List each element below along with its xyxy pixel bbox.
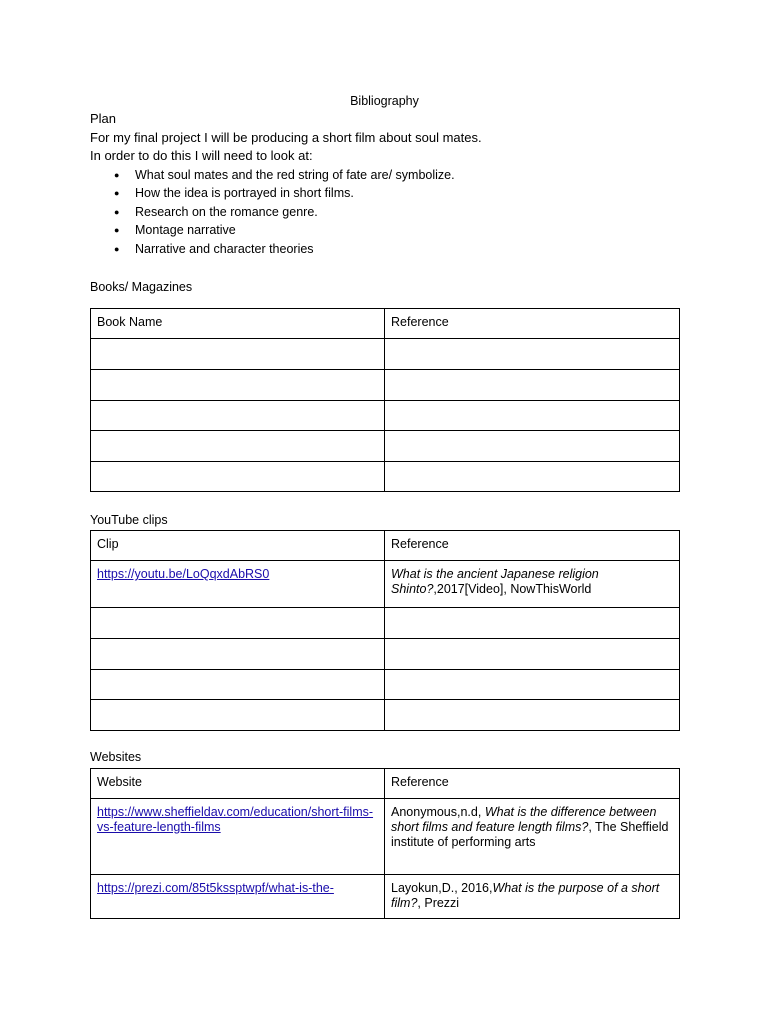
table-cell[interactable] <box>385 639 680 670</box>
intro-line-1: For my final project I will be producing a short film about soul mates. <box>90 129 482 145</box>
table-row <box>91 401 680 431</box>
column-header: Reference <box>385 309 680 339</box>
table-cell[interactable] <box>91 431 385 462</box>
table-cell <box>91 875 385 919</box>
reference-author: Layokun,D., 2016, <box>391 881 493 895</box>
youtube-section-label: YouTube clips <box>90 513 168 527</box>
table-cell[interactable] <box>385 462 680 492</box>
reference-details: ,2017[Video], NowThisWorld <box>433 582 592 596</box>
table-row <box>91 875 680 919</box>
plan-heading: Plan <box>90 111 117 126</box>
table-cell[interactable] <box>91 608 385 639</box>
table-cell[interactable] <box>91 370 385 401</box>
table-row <box>91 339 680 370</box>
column-header: Reference <box>385 769 680 799</box>
table-row <box>91 700 680 731</box>
reference-details: , Prezzi <box>417 896 460 910</box>
list-item: ● Narrative and character theories <box>90 240 679 259</box>
table-cell[interactable] <box>91 639 385 670</box>
table-header-row <box>91 309 680 339</box>
list-item: ● What soul mates and the red string of fate are/ symbolize. <box>90 166 679 185</box>
list-item: ● How the idea is portrayed in short films. <box>90 184 679 203</box>
table-row <box>91 462 680 492</box>
table-row <box>91 799 680 875</box>
table-cell[interactable] <box>91 462 385 492</box>
column-header: Website <box>91 769 385 799</box>
table-row <box>91 639 680 670</box>
books-table <box>90 308 680 492</box>
intro-line-2: In order to do this I will need to look at: <box>90 148 313 163</box>
reference-author: Anonymous,n.d, <box>391 805 485 819</box>
table-cell <box>385 561 680 608</box>
table-cell[interactable] <box>385 431 680 462</box>
table-row <box>91 561 680 608</box>
table-row <box>91 431 680 462</box>
table-cell <box>385 799 680 875</box>
table-cell[interactable] <box>91 401 385 431</box>
column-header: Reference <box>385 531 680 561</box>
reference-details: , The Sheffield institute of performing arts <box>391 820 669 849</box>
websites-table <box>90 768 680 919</box>
books-section-label: Books/ Magazines <box>90 280 193 294</box>
table-row <box>91 670 680 700</box>
table-cell[interactable] <box>91 670 385 700</box>
website-link[interactable]: https://prezi.com/85t5kssptwpf/what-is-the- <box>97 881 334 895</box>
column-header: Clip <box>91 531 385 561</box>
table-header-row <box>91 531 680 561</box>
table-cell <box>91 799 385 875</box>
youtube-table <box>90 530 680 731</box>
table-cell[interactable] <box>91 339 385 370</box>
table-header-row <box>91 769 680 799</box>
table-cell[interactable] <box>91 700 385 731</box>
list-item: ● Montage narrative <box>90 221 679 240</box>
table-cell[interactable] <box>385 608 680 639</box>
table-cell[interactable] <box>385 700 680 731</box>
table-cell[interactable] <box>385 670 680 700</box>
website-link[interactable]: https://www.sheffieldav.com/education/short-films-vs-feature-length-films <box>97 805 374 834</box>
reference-title: What is the ancient Japanese religion Shinto? <box>391 567 599 596</box>
table-row <box>91 370 680 401</box>
list-item: ● Research on the romance genre. <box>90 203 679 222</box>
document-title: Bibliography <box>350 94 419 108</box>
table-cell <box>385 875 680 919</box>
column-header: Book Name <box>91 309 385 339</box>
websites-section-label: Websites <box>90 750 142 764</box>
reference-title: What is the difference between short films and feature length films? <box>391 805 657 834</box>
table-cell[interactable] <box>385 370 680 401</box>
table-cell <box>91 561 385 608</box>
research-list <box>90 166 679 259</box>
table-cell[interactable] <box>385 339 680 370</box>
reference-title: What is the purpose of a short film? <box>391 881 660 910</box>
table-cell[interactable] <box>385 401 680 431</box>
table-row <box>91 608 680 639</box>
youtube-link[interactable]: https://youtu.be/LoQqxdAbRS0 <box>97 567 270 581</box>
document-page <box>90 92 679 919</box>
